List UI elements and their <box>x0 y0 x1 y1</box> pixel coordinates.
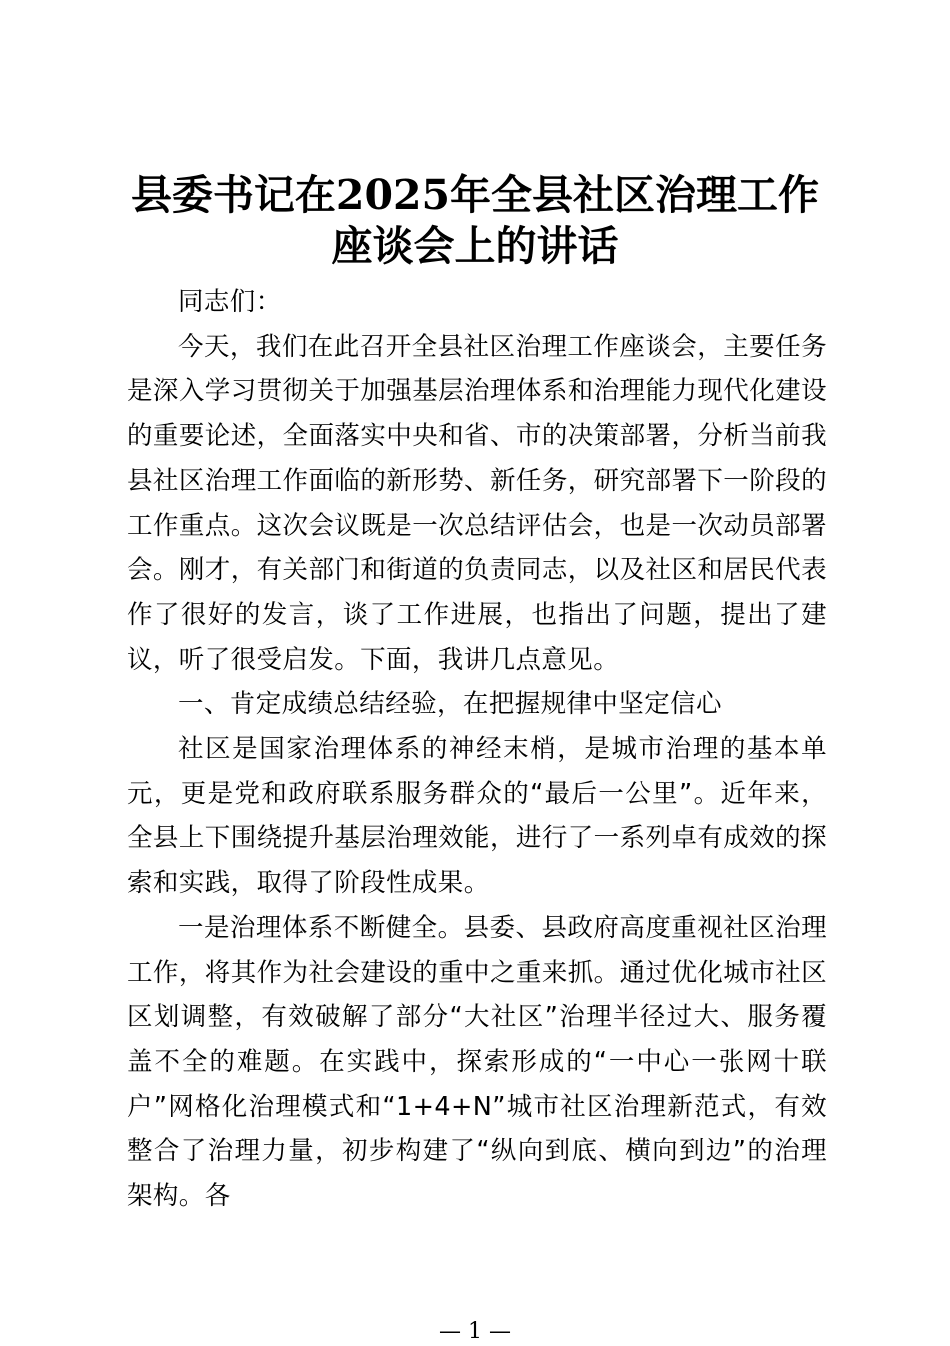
section-heading: 一、肯定成绩总结经验，在把握规律中坚定信心 <box>178 689 722 720</box>
page-number: — 1 — <box>439 1319 511 1344</box>
body-paragraph: 今天，我们在此召开全县社区治理工作座谈会，主要任务是深入学习贯彻关于加强基层治理体系和治理能力现代化建设的重要论述，全面落实中央和省、市的决策部署，分析当前我县社区治理工作面临的新形势、新任务，研究部署下一阶段的工作重点。这次会议既是一次总结评估会，也是一次动员部署会。刚才，有关部门和街道的负责同志，以及社区和居民代表作了很好的发言，谈了工作进展，也指出了问题，提出了建议，听了很受启发。下面，我讲几点意见。 <box>127 331 827 675</box>
document-title-line-1: 县委书记在2025年全县社区治理工作 <box>130 171 820 219</box>
body-paragraph: 社区是国家治理体系的神经末梢，是城市治理的基本单元，更是党和政府联系服务群众的“最后一公里”。近年来，全县上下围绕提升基层治理效能，进行了一系列卓有成效的探索和实践，取得了阶段性成果。 <box>127 734 827 899</box>
salutation: 同志们： <box>178 287 282 317</box>
body-paragraph: 一是治理体系不断健全。县委、县政府高度重视社区治理工作，将其作为社会建设的重中之重来抓。通过优化城市社区区划调整，有效破解了部分“大社区”治理半径过大、服务覆盖不全的难题。在实践中，探索形成的“一中心一张网十联户”网格化治理模式和“1+4+N”城市社区治理新范式，有效整合了治理力量，初步构建了“纵向到底、横向到边”的治理架构。各 <box>127 912 827 1212</box>
document-body <box>127 280 827 1219</box>
document-title-line-2: 座谈会上的讲话 <box>331 222 619 270</box>
